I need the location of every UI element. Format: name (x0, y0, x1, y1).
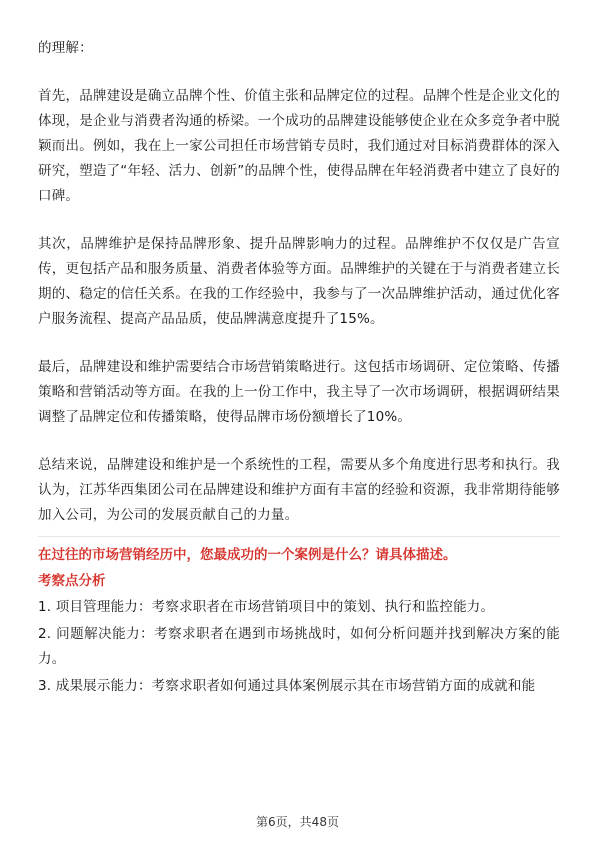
section-divider (38, 536, 560, 537)
paragraph-marketing-strategy: 最后，品牌建设和维护需要结合市场营销策略进行。这包括市场调研、定位策略、传播策略和营销活动等方面。在我的上一份工作中，我主导了一次市场调研，根据调研结果调整了品牌定位和传播策略，使得品牌市场份额增长了10%。 (38, 359, 560, 425)
paragraph-summary: 总结来说，品牌建设和维护是一个系统性的工程，需要从多个角度进行思考和执行。我认为，江苏华西集团公司在品牌建设和维护方面有丰富的经验和资源，我非常期待能够加入公司，为公司的发展贡献自己的力量。 (38, 457, 560, 523)
lead-text: 的理解： (38, 40, 93, 56)
interview-question: 在过往的市场营销经历中，您最成功的一个案例是什么？请具体描述。 (38, 547, 457, 563)
page-number-footer: 第6页，共48页 (256, 815, 339, 829)
paragraph-brand-building: 首先，品牌建设是确立品牌个性、价值主张和品牌定位的过程。品牌个性是企业文化的体现，是企业与消费者沟通的桥梁。一个成功的品牌建设能够使企业在众多竞争者中脱颖而出。例如，我在上一家公司担任市场营销专员时，我们通过对目标消费群体的深入研究，塑造了“年轻、活力、创新”的品牌个性，使得品牌在年轻消费者中建立了良好的口碑。 (38, 88, 560, 204)
analysis-points-list (38, 595, 560, 699)
analysis-section-title: 考察点分析 (38, 573, 106, 589)
analysis-point-2: 2. 问题解决能力：考察求职者在遇到市场挑战时，如何分析问题并找到解决方案的能力。 (38, 626, 560, 667)
paragraph-brand-maintenance: 其次，品牌维护是保持品牌形象、提升品牌影响力的过程。品牌维护不仅仅是广告宣传，更包括产品和服务质量、消费者体验等方面。品牌维护的关键在于与消费者建立长期的、稳定的信任关系。在我的工作经验中，我参与了一次品牌维护活动，通过优化客户服务流程、提高产品品质，使品牌满意度提升了15%。 (38, 236, 560, 327)
analysis-point-1: 1. 项目管理能力：考察求职者在市场营销项目中的策划、执行和监控能力。 (38, 599, 495, 615)
document-body (38, 36, 560, 701)
analysis-point-3: 3. 成果展示能力：考察求职者如何通过具体案例展示其在市场营销方面的成就和能 (38, 678, 536, 694)
